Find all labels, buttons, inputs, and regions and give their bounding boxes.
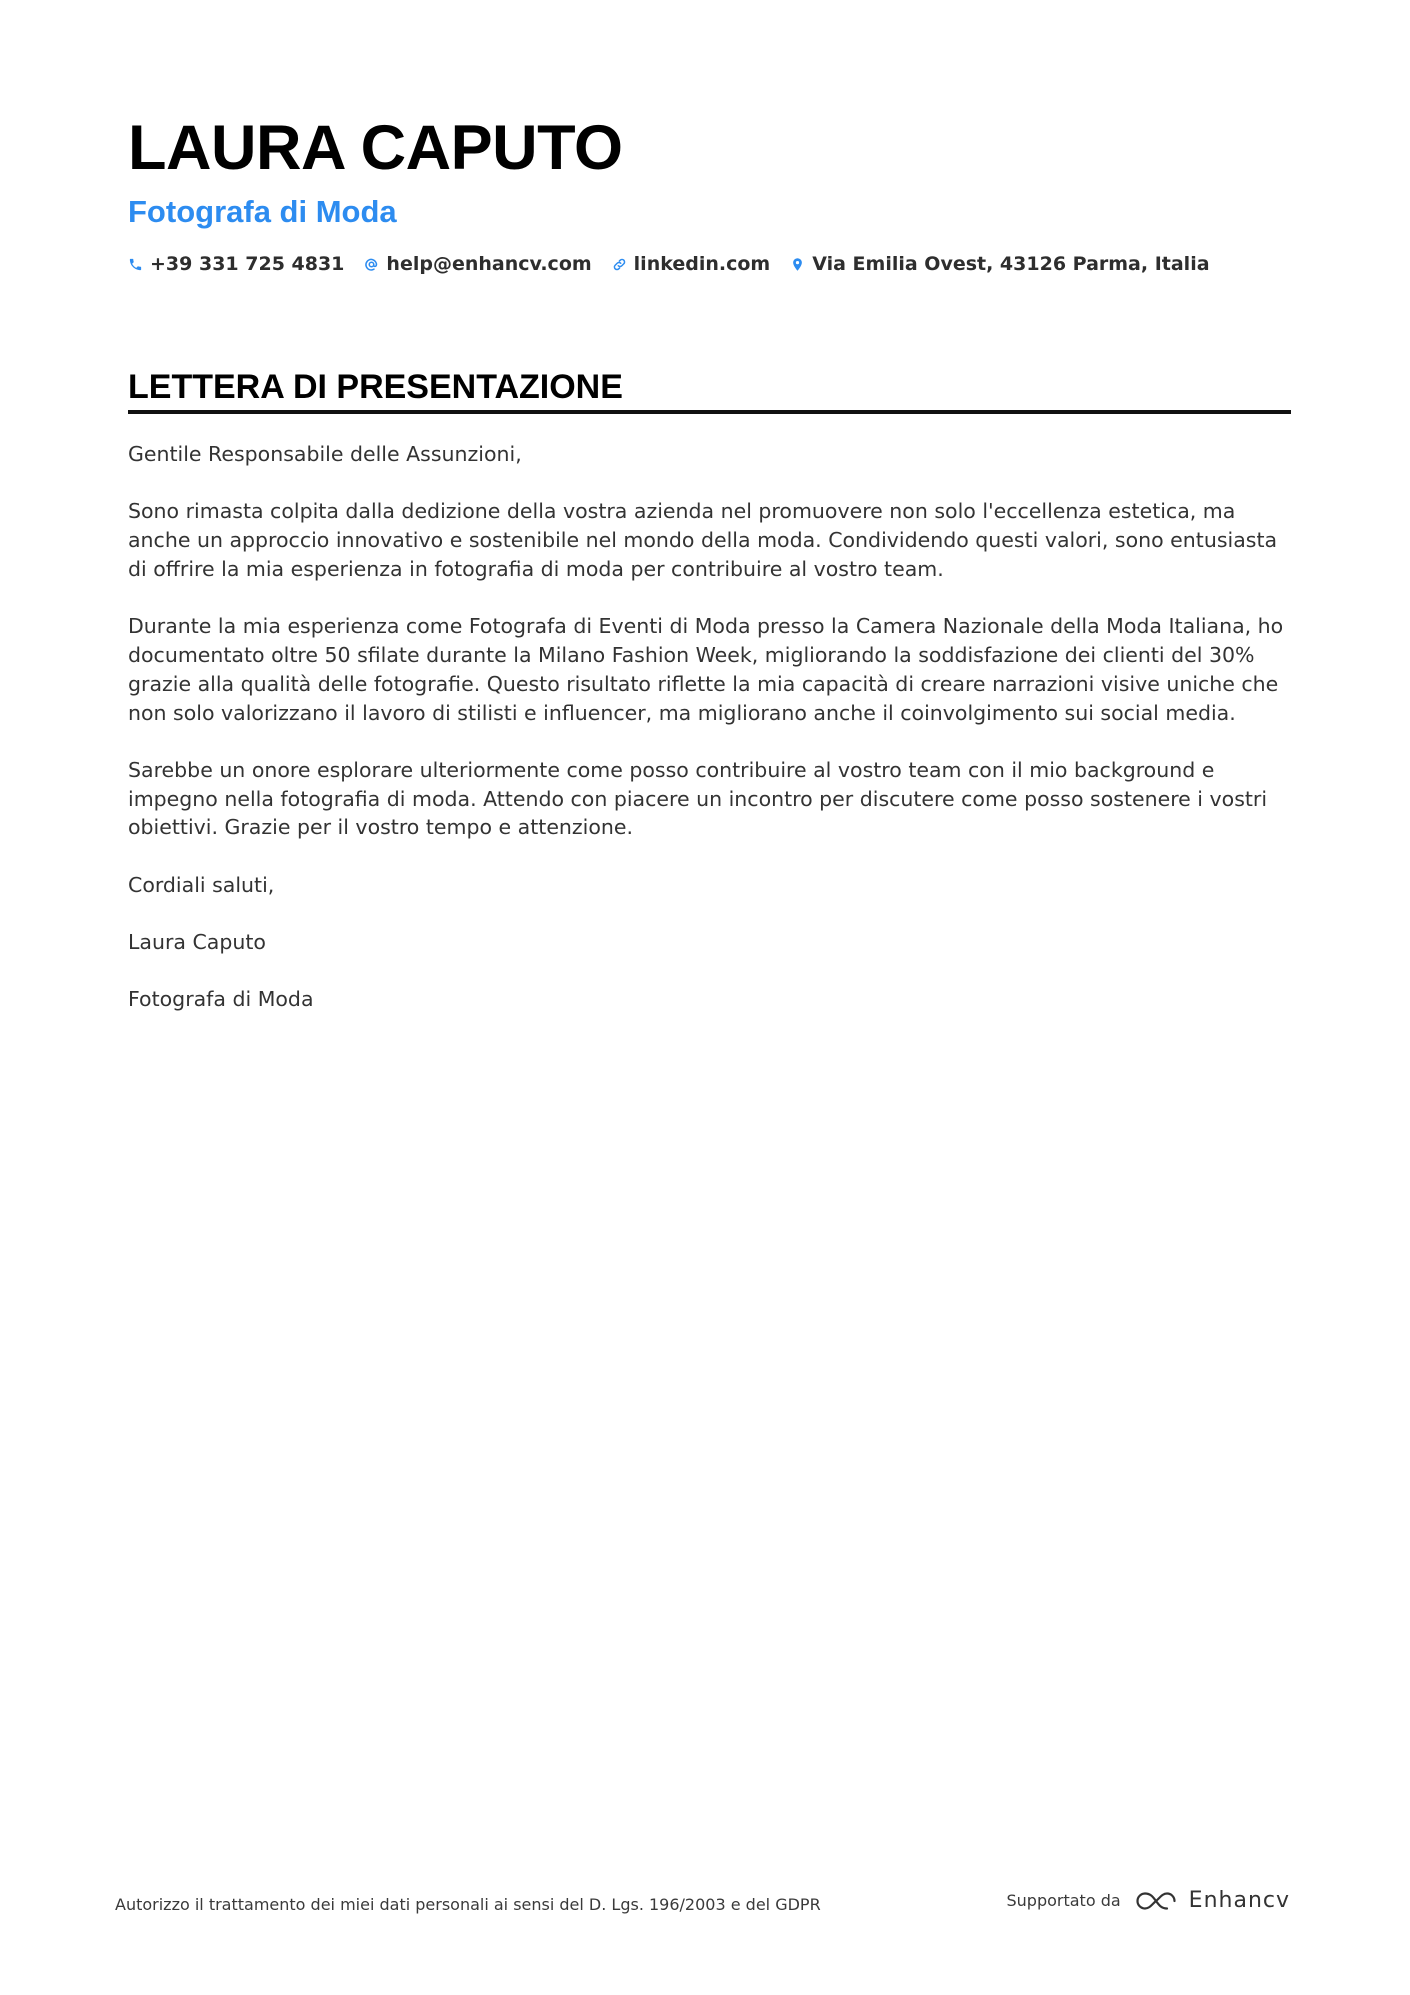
letter-paragraph-2: Durante la mia esperienza come Fotografa di Eventi di Moda presso la Camera Nazionale della Moda Italiana, ho documentato oltre 50 sfilate durante la Milano Fashion Week, migliorando la soddisfazione dei clienti del 30% grazie alla qualità delle fotografie. Questo risultato riflette la mia capacità di creare narrazioni visive uniche che non solo valorizzano il lavoro di stilisti e influencer, ma migliorano anche il coinvolgimento sui social media.	[128, 614, 1284, 725]
contact-email-text: help@enhancv.com	[386, 253, 592, 275]
contact-linkedin-text: linkedin.com	[633, 253, 771, 275]
link-icon	[612, 257, 627, 272]
powered-by-label: Supportato da	[1006, 1891, 1121, 1910]
contact-bar	[128, 253, 1210, 275]
contact-email[interactable]	[364, 253, 591, 275]
enhancv-logo	[1133, 1888, 1290, 1913]
letter-paragraph-1: Sono rimasta colpita dalla dedizione della vostra azienda nel promuovere non solo l'eccellenza estetica, ma anche un approccio innovativo e sostenibile nel mondo della moda. Condividendo questi valori, sono entusiasta di offrire la mia esperienza in fotografia di moda per contribuire al vostro team.	[128, 499, 1278, 581]
infinity-icon	[1133, 1889, 1179, 1913]
phone-icon	[128, 257, 143, 272]
enhancv-logo-text: Enhancv	[1188, 1888, 1290, 1913]
candidate-name: LAURA CAPUTO	[128, 113, 623, 183]
candidate-title: Fotografa di Moda	[128, 194, 397, 229]
signature-title: Fotografa di Moda	[128, 987, 314, 1012]
letter-body	[128, 440, 1293, 1043]
section-divider	[128, 410, 1291, 414]
contact-linkedin[interactable]	[612, 253, 771, 275]
contact-address	[790, 253, 1209, 275]
letter-paragraph-3: Sarebbe un onore esplorare ulteriormente come posso contribuire al vostro team con il mio background e impegno nella fotografia di moda. Attendo con piacere un incontro per discutere come posso sostenere i vostri obiettivi. Grazie per il vostro tempo e attenzione.	[128, 757, 1268, 840]
at-icon	[364, 257, 379, 272]
contact-phone[interactable]	[128, 253, 344, 275]
privacy-consent: Autorizzo il trattamento dei miei dati personali ai sensi del D. Lgs. 196/2003 e del GDPR	[115, 1895, 821, 1914]
signature-name: Laura Caputo	[128, 930, 266, 955]
letter-closing: Cordiali saluti,	[128, 872, 275, 897]
contact-phone-text: +39 331 725 4831	[150, 253, 345, 275]
contact-address-text: Via Emilia Ovest, 43126 Parma, Italia	[812, 253, 1210, 275]
location-pin-icon	[790, 257, 805, 272]
section-title: LETTERA DI PRESENTAZIONE	[128, 368, 623, 406]
powered-by[interactable]	[1007, 1888, 1291, 1913]
letter-greeting: Gentile Responsabile delle Assunzioni,	[128, 442, 522, 466]
